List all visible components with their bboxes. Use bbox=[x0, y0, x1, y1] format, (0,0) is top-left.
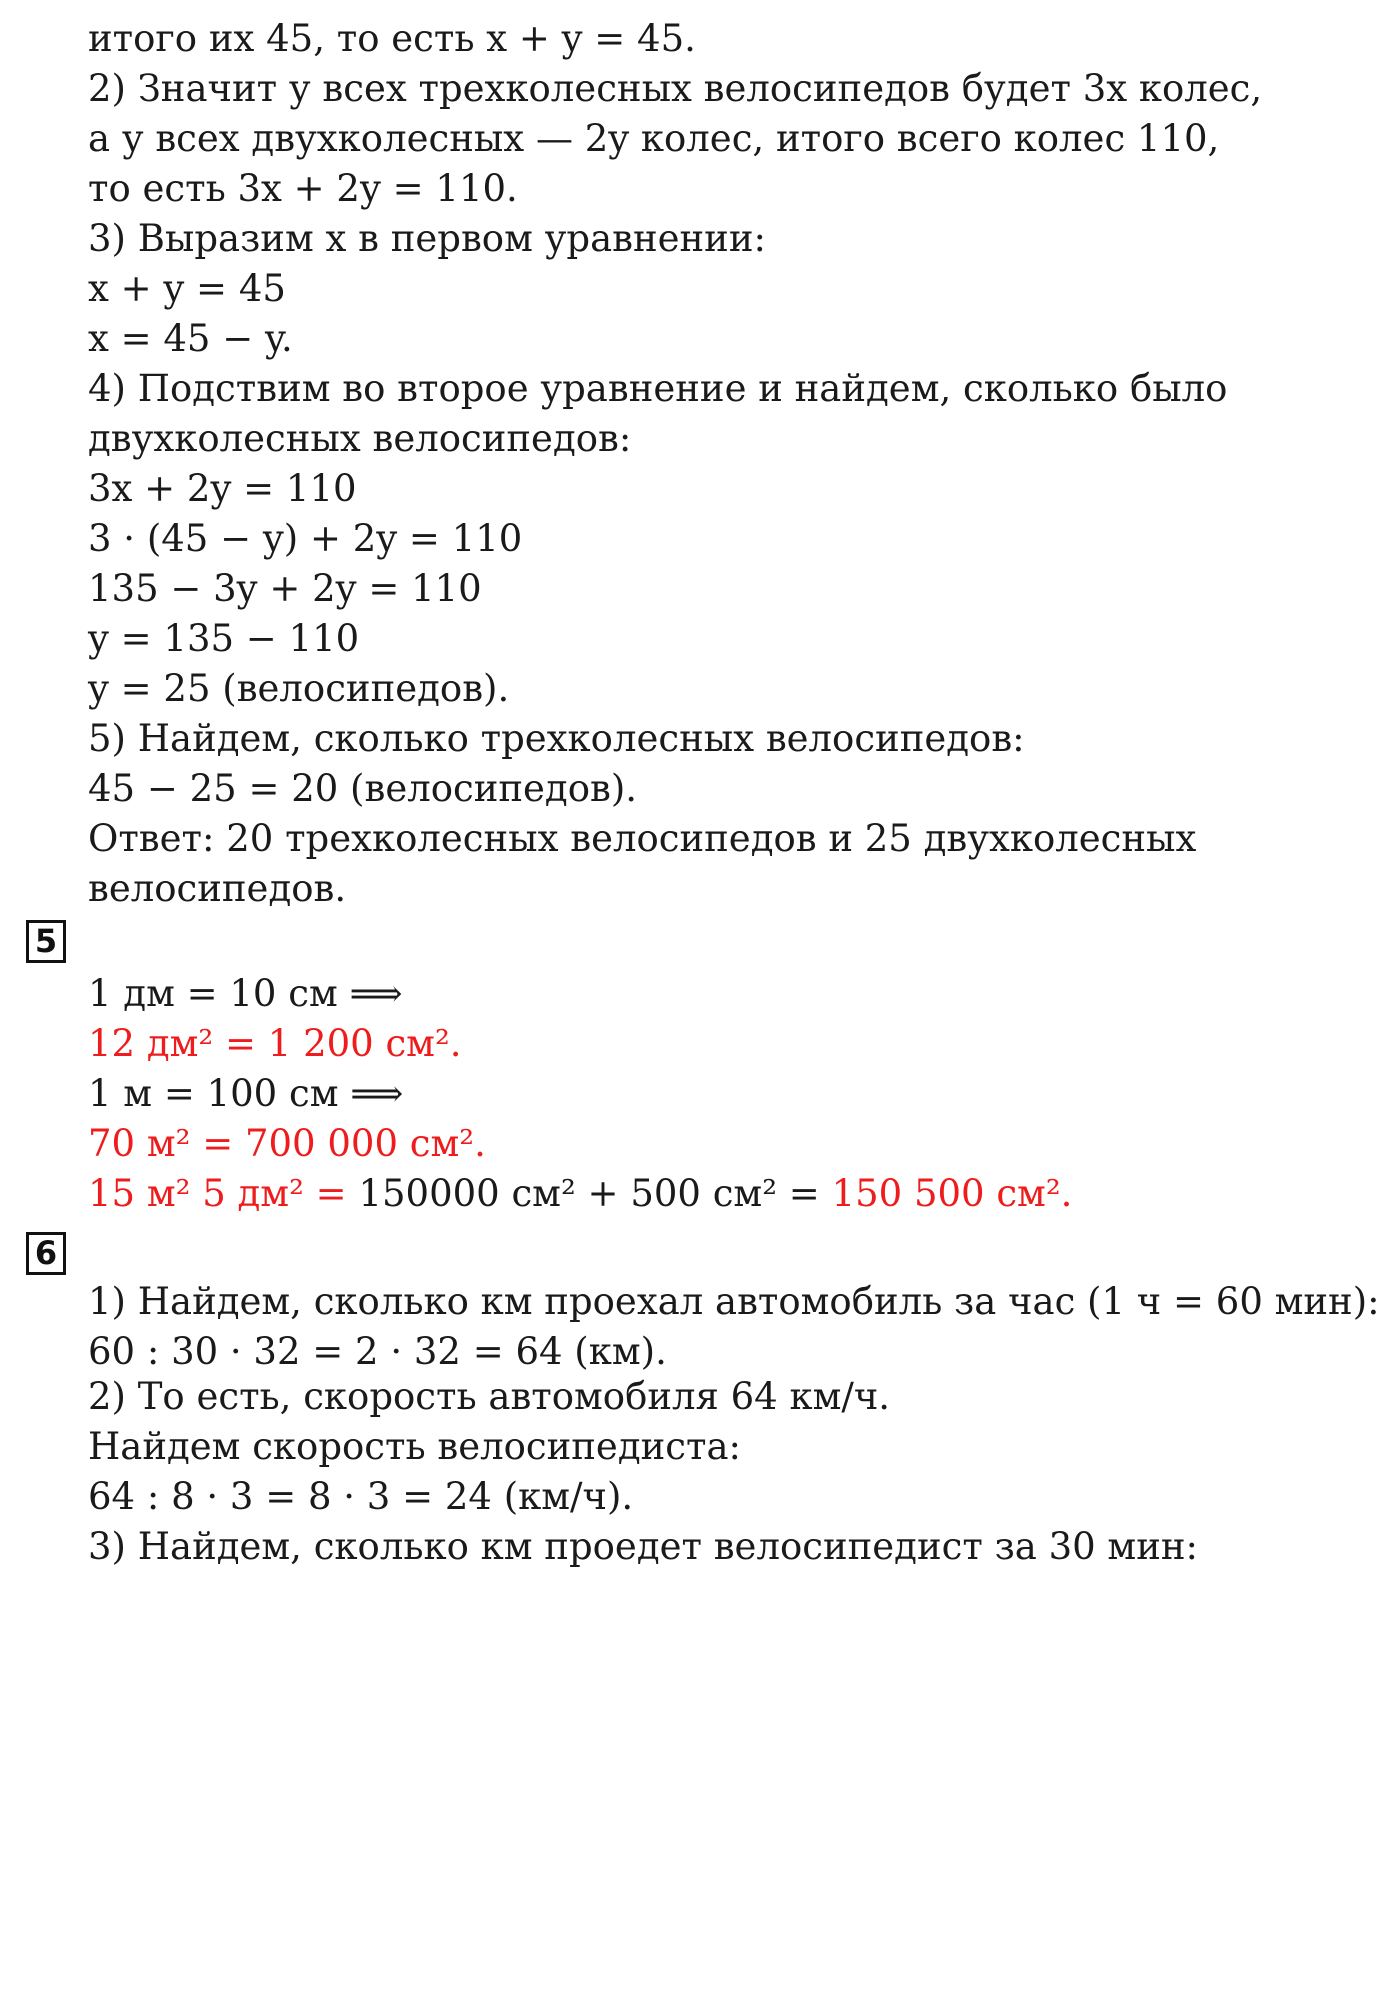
equation-line: 64 : 8 · 3 = 8 · 3 = 24 (км/ч). bbox=[88, 1475, 634, 1518]
equation-line: 3 · (45 − y) + 2y = 110 bbox=[88, 517, 523, 560]
equation-line: 3x + 2y = 110 bbox=[88, 467, 357, 510]
answer-line-highlight: 70 м² = 700 000 см². bbox=[88, 1122, 486, 1165]
equation-line: 135 − 3y + 2y = 110 bbox=[88, 567, 482, 610]
answer-line: Ответ: 20 трехколесных велосипедов и 25 двухколесных bbox=[88, 817, 1197, 860]
text-line: 2) Значит у всех трехколесных велосипедов будет 3x колес, bbox=[88, 67, 1263, 110]
equation-line: x + y = 45 bbox=[88, 267, 286, 310]
equation-line: 45 − 25 = 20 (велосипедов). bbox=[88, 767, 638, 810]
answer-line-highlight: 12 дм² = 1 200 см². bbox=[88, 1022, 462, 1065]
text-line: 5) Найдем, сколько трехколесных велосипедов: bbox=[88, 717, 1025, 760]
equation-line: y = 25 (велосипедов). bbox=[88, 667, 510, 710]
conversion-line: 1 дм = 10 см ⟹ bbox=[88, 972, 403, 1015]
text-line: двухколесных велосипедов: bbox=[88, 417, 632, 460]
text-line: 1) Найдем, сколько км проехал автомобиль за час (1 ч = 60 мин): bbox=[88, 1280, 1380, 1323]
text-line: а у всех двухколесных — 2y колес, итого всего колес 110, bbox=[88, 117, 1220, 160]
text-line: то есть 3x + 2y = 110. bbox=[88, 167, 518, 210]
task-number-5: 5 bbox=[26, 920, 66, 963]
intermediate-part: 150000 см² + 500 см² = bbox=[358, 1172, 820, 1215]
equation-line: x = 45 − y. bbox=[88, 317, 293, 360]
text-line: итого их 45, то есть x + y = 45. bbox=[88, 17, 696, 60]
text-line: 2) То есть, скорость автомобиля 64 км/ч. bbox=[88, 1375, 891, 1418]
text-line: Найдем скорость велосипедиста: bbox=[88, 1425, 741, 1468]
conversion-line: 1 м = 100 см ⟹ bbox=[88, 1072, 404, 1115]
highlight-part: 15 м² 5 дм² = bbox=[88, 1172, 347, 1215]
equation-line: y = 135 − 110 bbox=[88, 617, 360, 660]
text-line: 4) Подствим во второе уравнение и найдем, сколько было bbox=[88, 367, 1228, 410]
highlight-part: 150 500 см². bbox=[831, 1172, 1073, 1215]
equation-line: 60 : 30 · 32 = 2 · 32 = 64 (км). bbox=[88, 1330, 667, 1373]
text-line: 3) Выразим x в первом уравнении: bbox=[88, 217, 766, 260]
answer-line: велосипедов. bbox=[88, 867, 347, 910]
text-line: 3) Найдем, сколько км проедет велосипедист за 30 мин: bbox=[88, 1525, 1198, 1568]
mixed-conversion-line bbox=[88, 1172, 1073, 1215]
task-number-6: 6 bbox=[26, 1232, 66, 1275]
